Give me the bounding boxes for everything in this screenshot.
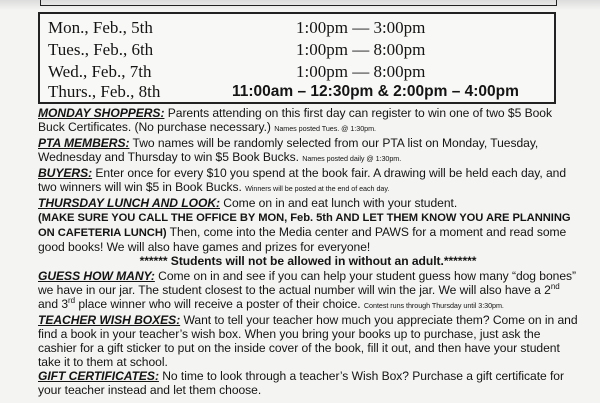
pta-members-section [38, 136, 578, 166]
guess-how-many-section [38, 269, 578, 313]
schedule-row [44, 61, 554, 83]
section-text: Want to tell your teacher how much you appreciate them? Come on in and find a book in your teacher’s wish box. When you bring your books up to purchase, just ask the cashier for a gift sticker to put on the inside cover of the book, fill it out, and then have your student take it to them at school. [38, 312, 578, 369]
schedule-box [38, 12, 556, 104]
ordinal-suffix: rd [68, 295, 76, 305]
cafeteria-notice: (MAKE SURE YOU CALL THE OFFICE BY MON, Feb. 5th AND LET THEM KNOW YOU ARE PLANNING ON CAFETERIA LUNCH) [38, 212, 571, 240]
schedule-row [44, 17, 554, 39]
buyers-section [38, 166, 578, 196]
monday-shoppers-section [38, 106, 578, 136]
schedule-row [44, 81, 554, 103]
section-text: Come on in and eat lunch with your student. [220, 196, 458, 211]
schedule-time: 11:00am – 12:30pm & 2:00pm – 4:00pm [232, 83, 519, 100]
section-heading: BUYERS: [38, 166, 93, 181]
schedule-time: 1:00pm — 8:00pm [296, 62, 426, 81]
adult-required-warning: ****** Students will not be allowed in without an adult.******* [139, 254, 477, 269]
section-text: No time to look through a teacher’s Wish Box? Purchase a gift certificate for your teacher instead and let them choose. [38, 368, 564, 397]
schedule-day: Wed., Feb., 7th [48, 62, 152, 81]
section-text: Enter once for every $10 you spend at the book fair. A drawing will be held each day, and two winners will win $5 in Book Bucks. [38, 166, 567, 195]
section-heading: GUESS HOW MANY: [38, 268, 155, 283]
section-text: and 3 [38, 296, 69, 311]
schedule-day: Thurs., Feb., 8th [48, 82, 161, 101]
section-heading: PTA MEMBERS: [38, 136, 130, 151]
thursday-lunch-section [38, 196, 578, 254]
schedule-time: 1:00pm — 3:00pm [296, 18, 426, 37]
schedule-row [44, 39, 554, 61]
section-heading: TEACHER WISH BOXES: [38, 312, 181, 327]
section-note: Names posted Tues. @ 1:30pm. [274, 124, 376, 134]
previous-section-edge [0, 0, 600, 10]
section-text: Two names will be randomly selected from our PTA list on Monday, Tuesday, Wednesday and Thursday to win $5 Book Bucks. [38, 136, 539, 165]
section-heading: MONDAY SHOPPERS: [38, 106, 165, 120]
section-heading: GIFT CERTIFICATES: [38, 368, 159, 383]
section-note: Names posted daily @ 1:30pm. [302, 154, 402, 164]
section-text: Parents attending on this first day can register to win one of two $5 Book Buck Certificates. (No purchase necessary.) [38, 106, 552, 135]
section-text: Come on in and see if you can help your student guess how many “dog bones” we have in our jar. The student closest to the actual number will win the jar. We will also have a 2 [38, 268, 576, 297]
section-note: Winners will be posted at the end of each day. [245, 184, 390, 194]
schedule-day: Mon., Feb., 5th [48, 18, 153, 37]
gift-certificates-section [38, 369, 578, 397]
schedule-day: Tues., Feb., 6th [48, 40, 154, 59]
section-text: place winner who will receive a poster of their choice. [75, 296, 364, 311]
section-heading: THURSDAY LUNCH AND LOOK: [38, 196, 220, 211]
event-descriptions [38, 106, 578, 397]
ordinal-suffix: nd [550, 281, 560, 291]
teacher-wish-boxes-section [38, 313, 578, 369]
section-text: Then, come into the Media center and PAWS for a moment and read some good books! We will also have games and prizes for everyone! [38, 225, 567, 255]
section-note: Contest runs through Thursday until 3:30pm. [363, 300, 504, 310]
schedule-time: 1:00pm — 8:00pm [296, 40, 426, 59]
